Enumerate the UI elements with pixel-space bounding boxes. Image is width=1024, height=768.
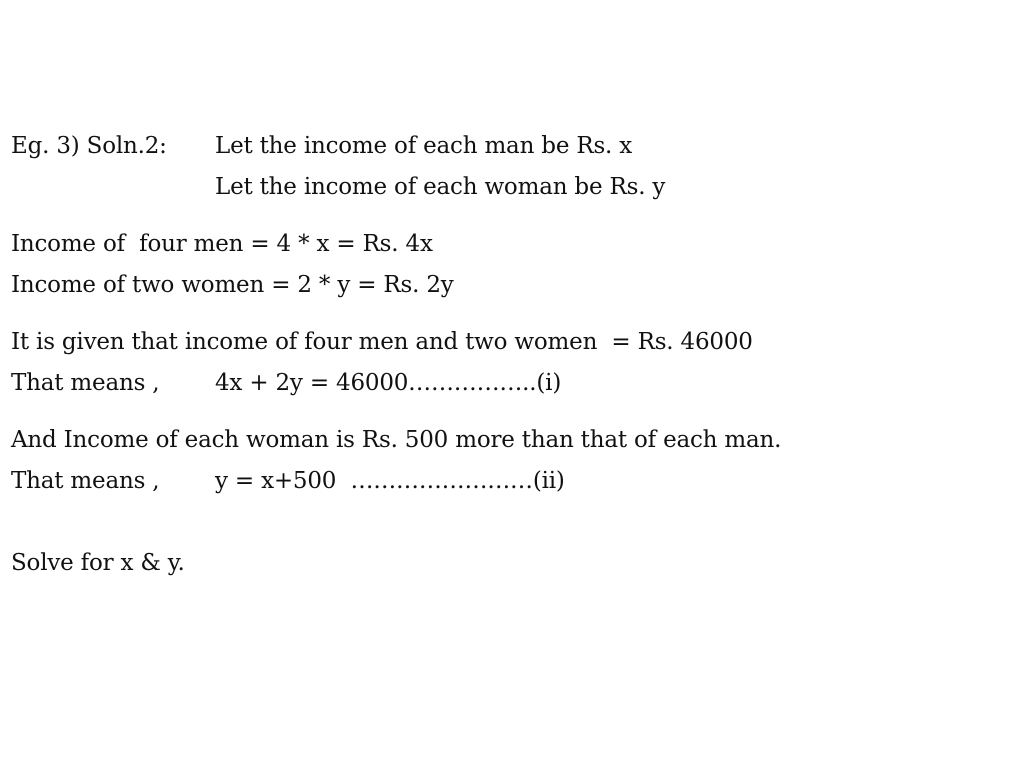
solution-label: Eg. 3) Soln.2: (11, 133, 167, 159)
equation-2: y = x+500 ……………………(ii) (215, 468, 565, 494)
condition-text: And Income of each woman is Rs. 500 more than that of each man. (11, 427, 782, 453)
that-means-label-2: That means , (11, 468, 160, 494)
assume-y-text: Let the income of each woman be Rs. y (215, 174, 666, 200)
solve-instruction: Solve for x & y. (11, 550, 185, 576)
men-income-text: Income of four men = 4 * x = Rs. 4x (11, 231, 433, 257)
given-text: It is given that income of four men and two women = Rs. 46000 (11, 329, 753, 355)
assume-x-text: Let the income of each man be Rs. x (215, 133, 633, 159)
that-means-label-1: That means , (11, 370, 160, 396)
women-income-text: Income of two women = 2 * y = Rs. 2y (11, 272, 454, 298)
equation-1: 4x + 2y = 46000……………..(i) (215, 370, 562, 396)
